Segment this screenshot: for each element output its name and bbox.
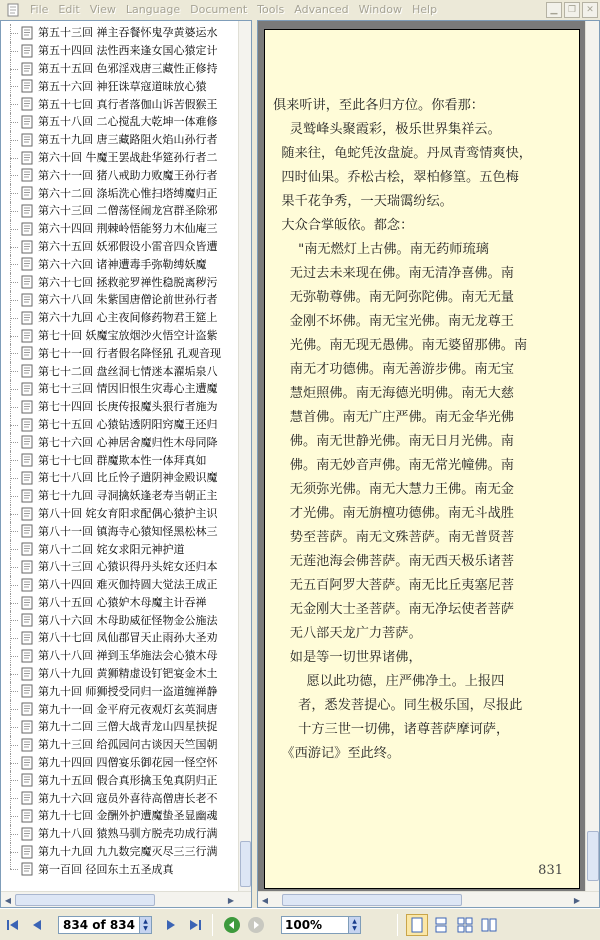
facing-view-icon[interactable] <box>454 914 476 936</box>
previous-page-icon[interactable] <box>26 914 48 936</box>
page-icon <box>20 418 34 432</box>
page-icon <box>20 400 34 414</box>
toc-item-label: 第五十六回 神狂诛草寇道昧放心猿 <box>38 79 207 93</box>
tree-branch <box>10 336 18 337</box>
page-icon <box>20 667 34 681</box>
toc-item[interactable] <box>1 416 239 434</box>
tree-branch <box>10 585 18 586</box>
toc-item-label: 第八十二回 姹女求阳元神护道 <box>38 542 185 556</box>
toc-item-label: 第五十五回 色邪淫戏唐三藏性正修持 <box>38 61 218 75</box>
toc-item[interactable] <box>1 860 239 878</box>
menu-help[interactable]: Help <box>411 3 438 16</box>
toc-item-label: 第六十八回 朱紫国唐僧论前世孙行者 <box>38 293 218 307</box>
page-icon <box>20 631 34 645</box>
toc-item[interactable] <box>1 771 239 789</box>
tree-branch <box>10 460 18 461</box>
toc-item[interactable] <box>1 344 239 362</box>
toc-item-label: 第一百回 径回东土五圣成真 <box>38 862 174 876</box>
forward-icon[interactable] <box>245 914 267 936</box>
toc-item[interactable] <box>1 789 239 807</box>
tree-line <box>10 860 11 869</box>
toc-item[interactable] <box>1 77 239 95</box>
tree-branch <box>10 51 18 52</box>
page-icon <box>20 560 34 574</box>
toc-item-label: 第七十五回 心猿钻透阴阳窍魔王还归 <box>38 417 218 431</box>
page-icon <box>20 649 34 663</box>
page-icon <box>20 453 34 467</box>
menu-advanced[interactable]: Advanced <box>294 3 349 16</box>
page-icon <box>20 862 34 876</box>
page-number: 831 <box>538 863 563 878</box>
page-icon <box>20 364 34 378</box>
menu-edit[interactable]: Edit <box>58 3 80 16</box>
page-icon <box>20 809 34 823</box>
scroll-left-arrow-icon[interactable]: ◀ <box>4 895 12 905</box>
toc-item[interactable] <box>1 611 239 629</box>
page-icon <box>20 329 34 343</box>
tree-branch <box>10 567 18 568</box>
toc-item[interactable] <box>1 505 239 523</box>
tree-branch <box>10 407 18 408</box>
tree-branch <box>10 763 18 764</box>
restore-icon[interactable]: ❐ <box>564 2 580 18</box>
toc-item-label: 第八十三回 心猿识得丹头姹女还归本 <box>38 560 218 574</box>
page-icon <box>20 507 34 521</box>
page-icon <box>20 293 34 307</box>
toolbar-separator <box>212 914 213 936</box>
tree-branch <box>10 282 18 283</box>
toc-item-label: 第六十九回 心主夜间修药物君王筵上 <box>38 311 218 325</box>
toc-item[interactable] <box>1 433 239 451</box>
tree-branch <box>10 33 18 34</box>
document-vertical-scrollbar[interactable] <box>585 21 599 891</box>
tree-branch <box>10 86 18 87</box>
tree-branch <box>10 691 18 692</box>
page-icon <box>20 151 34 165</box>
toc-item[interactable] <box>1 736 239 754</box>
toc-item[interactable] <box>1 451 239 469</box>
tree-branch <box>10 264 18 265</box>
document-view <box>257 20 600 908</box>
toc-item-label: 第八十六回 木母助威征怪物金公施法 <box>38 613 218 627</box>
tree-branch <box>10 478 18 479</box>
tree-branch <box>10 229 18 230</box>
toc-item[interactable] <box>1 60 239 78</box>
toc-item-label: 第九十四回 四僧宴乐御花园一怪空怀 <box>38 756 218 770</box>
toc-item-label: 第八十回 姹女育阳求配偶心猿护主识 <box>38 506 218 520</box>
page-icon <box>20 845 34 859</box>
toc-item[interactable] <box>1 95 239 113</box>
toc-item-label: 第七十四回 长庚传报魔头狠行者施为 <box>38 400 218 414</box>
toc-item[interactable] <box>1 149 239 167</box>
toc-item-label: 第八十五回 心猿妒木母魔主计吞禅 <box>38 595 207 609</box>
page-icon <box>20 44 34 58</box>
page-spinner-icon[interactable]: ▲ ▼ <box>139 917 151 933</box>
toc-item-label: 第九十三回 给孤园问古谈因天竺国朝 <box>38 738 218 752</box>
tree-branch <box>10 745 18 746</box>
toc-item[interactable] <box>1 540 239 558</box>
last-page-icon[interactable] <box>184 914 206 936</box>
tree-branch <box>10 709 18 710</box>
toc-item[interactable] <box>1 522 239 540</box>
toc-item-label: 第九十五回 假合真形擒玉兔真阴归正 <box>38 773 218 787</box>
tree-branch <box>10 496 18 497</box>
toc-item-label: 第六十五回 妖邪假设小雷音四众皆遭 <box>38 239 218 253</box>
tree-branch <box>10 798 18 799</box>
toc-item-label: 第八十九回 黄狮精虚设钉钯宴金木土 <box>38 667 218 681</box>
page-icon <box>20 542 34 556</box>
tree-branch <box>10 531 18 532</box>
toc-item-label: 第五十四回 法性西来逢女国心猿定计 <box>38 44 218 58</box>
toolbar-separator-2 <box>397 914 398 936</box>
toc-item-label: 第八十八回 禅到玉华施法会心猿木母 <box>38 649 218 663</box>
tree-branch <box>10 389 18 390</box>
toc-item-label: 第八十七回 凤仙郡冒天止雨孙大圣劝 <box>38 631 218 645</box>
toc-item[interactable] <box>1 576 239 594</box>
toc-item-label: 第八十一回 镇海寺心猿知怪黑松林三 <box>38 524 218 538</box>
book-text: 俱来听讲，至此各归方位。你看那： 灵鹫峰头聚霞彩，极乐世界集祥云。 随来往，龟蛇凭汝盘旋。丹凤青鸾情爽快， 四时仙果。乔松古桧，翠柏修篁。五色梅 果千花争秀，一天瑞霭纷纭。 大众合掌皈依。都念： "南无燃灯上古佛。南无药师琉璃 无过去未来现在佛。南无清净喜佛。南 无弥勒尊佛。南无阿弥陀佛。南无无量 金刚不坏佛。南无宝光佛。南无龙尊王 光佛。南无现无愚佛。南无婆留那佛。南 南无才功德佛。南无善游步佛。南无宝 慧炬照佛。南无海德光明佛。南无大慈 慧首佛。南无广庄严佛。南无金华光佛 佛。南无世静光佛。南无日月光佛。南 佛。南无妙音声佛。南无常光幢佛。南 无须弥光佛。南无大慧力王佛。南无金 才光佛。南无旃檀功德佛。南无斗战胜 势至菩萨。南无文殊菩萨。南无普贤菩 无莲池海会佛菩萨。南无西天极乐诸菩 无五百阿罗大菩萨。南无比丘夷塞尼菩 无金刚大士圣菩萨。南无净坛使者菩萨 无八部天龙广力菩萨。 如是等一切世界诸佛， 愿以此功德，庄严佛净土。上报四 者，悉发菩提心。同生极乐国，尽报此 十方三世一切佛，诸尊菩萨摩诃萨， 《西游记》至此终。 <box>273 98 532 761</box>
tree-branch <box>10 104 18 105</box>
page-icon <box>20 684 34 698</box>
toc-item[interactable] <box>1 647 239 665</box>
toc-item[interactable] <box>1 273 239 291</box>
toc-list <box>1 24 239 891</box>
menu-window[interactable]: Window <box>358 3 402 16</box>
toc-item[interactable] <box>1 220 239 238</box>
tree-branch <box>10 656 18 657</box>
zoom-dropdown-icon[interactable]: ▲ ▼ <box>348 917 360 933</box>
toc-item[interactable] <box>1 807 239 825</box>
page-icon <box>20 115 34 129</box>
page-icon <box>20 275 34 289</box>
page-icon <box>20 346 34 360</box>
page-icon <box>20 97 34 111</box>
toc-item-label: 第九十六回 寇员外喜待高僧唐长老不 <box>38 791 218 805</box>
menu-view[interactable]: View <box>89 3 116 16</box>
toc-item[interactable] <box>1 398 239 416</box>
page-number-field[interactable] <box>58 916 152 934</box>
page-icon <box>20 382 34 396</box>
toc-item-label: 第六十七回 拯救驼罗禅性稳脱离秽污 <box>38 275 218 289</box>
toc-item[interactable] <box>1 24 239 42</box>
toc-item[interactable] <box>1 594 239 612</box>
toc-item-label: 第七十二回 盘丝洞七情迷本濯垢泉八 <box>38 364 218 378</box>
page-field-value: 834 of 834 <box>63 917 135 932</box>
page-icon <box>20 738 34 752</box>
page-icon <box>20 827 34 841</box>
toc-item[interactable] <box>1 700 239 718</box>
page-icon <box>20 311 34 325</box>
toc-item[interactable] <box>1 380 239 398</box>
app-icon <box>5 2 21 18</box>
toc-item-label: 第七十八回 比丘怜子遣阴神金殿识魔 <box>38 471 218 485</box>
toc-item[interactable] <box>1 629 239 647</box>
toc-panel <box>0 20 252 908</box>
tree-branch <box>10 371 18 372</box>
next-page-icon[interactable] <box>160 914 182 936</box>
toc-item[interactable] <box>1 202 239 220</box>
toc-item-label: 第六十六回 诸神遭毒手弥勒缚妖魔 <box>38 257 207 271</box>
toc-item-label: 第五十七回 真行者落伽山诉苦假猴王 <box>38 97 218 111</box>
tree-branch <box>10 869 18 870</box>
page-icon <box>20 26 34 40</box>
toc-item[interactable] <box>1 825 239 843</box>
toc-item-label: 第九十回 师狮授受同归一盗道缠禅静 <box>38 684 218 698</box>
toc-item[interactable] <box>1 327 239 345</box>
tree-branch <box>10 300 18 301</box>
toc-item-label: 第七十六回 心神居舍魔归性木母同降 <box>38 435 218 449</box>
toc-item-label: 第七十三回 情因旧恨生灾毒心主遭魔 <box>38 382 218 396</box>
toc-item[interactable] <box>1 184 239 202</box>
toc-item[interactable] <box>1 42 239 60</box>
tree-branch <box>10 140 18 141</box>
toc-item-label: 第九十二回 三僧大战青龙山四星挟捉 <box>38 720 218 734</box>
toc-item-label: 第六十一回 猪八戒助力败魔王孙行者 <box>38 168 218 182</box>
menubar <box>0 0 600 20</box>
doc-hscroll-thumb[interactable] <box>282 894 462 906</box>
page-icon <box>20 524 34 538</box>
toc-item-label: 第五十九回 唐三藏路阻火焰山孙行者 <box>38 133 218 147</box>
page-icon <box>20 791 34 805</box>
zoom-field[interactable] <box>281 916 361 934</box>
tree-branch <box>10 247 18 248</box>
page-icon <box>20 756 34 770</box>
toc-item[interactable] <box>1 754 239 772</box>
tree-branch <box>10 816 18 817</box>
tree-branch <box>10 852 18 853</box>
toc-item-label: 第九十一回 金平府元夜观灯玄英洞唐 <box>38 702 218 716</box>
toc-scroll-thumb[interactable] <box>240 841 251 887</box>
tree-branch <box>10 780 18 781</box>
toc-item-label: 第七十回 妖魔宝放烟沙火悟空计盗紫 <box>38 328 218 342</box>
toc-item-label: 第七十一回 行者假名降怪犼 孔观音现 <box>38 346 221 360</box>
toc-item-label: 第六十四回 荆棘岭悟能努力木仙庵三 <box>38 222 218 236</box>
toc-item-label: 第九十八回 猿熟马驯方脱壳功成行满 <box>38 827 218 841</box>
doc-scroll-right-arrow-icon[interactable]: ▶ <box>573 895 581 905</box>
page-icon <box>20 204 34 218</box>
toc-item-label: 第五十八回 二心搅乱大乾坤一体难修 <box>38 115 218 129</box>
tree-branch <box>10 425 18 426</box>
single-page-view-icon[interactable] <box>406 914 428 936</box>
page-icon <box>20 62 34 76</box>
toc-item[interactable] <box>1 469 239 487</box>
toc-hscroll-thumb[interactable] <box>15 894 155 906</box>
toc-item-label: 第八十四回 难灭伽持圆大觉法王成正 <box>38 578 218 592</box>
close-icon[interactable]: ✕ <box>582 2 598 18</box>
zoom-field-value: 100% <box>285 917 323 932</box>
continuous-view-icon[interactable] <box>430 914 452 936</box>
tree-branch <box>10 211 18 212</box>
menu-tools[interactable]: Tools <box>257 3 285 16</box>
toc-item[interactable] <box>1 682 239 700</box>
toc-item[interactable] <box>1 665 239 683</box>
tree-branch <box>10 638 18 639</box>
toc-item-label: 第六十三回 二僧荡怪闹龙宫群圣除邪 <box>38 204 218 218</box>
page-icon <box>20 186 34 200</box>
doc-scroll-left-arrow-icon[interactable]: ◀ <box>261 895 269 905</box>
toc-item-label: 第九十七回 金酬外护遭魔蛰圣显幽魂 <box>38 809 218 823</box>
menu-language[interactable]: Language <box>125 3 181 16</box>
toc-item[interactable] <box>1 487 239 505</box>
page-icon <box>20 222 34 236</box>
toc-horizontal-scrollbar[interactable] <box>1 891 251 907</box>
book-view-icon[interactable] <box>478 914 500 936</box>
toc-item-label: 第六十回 牛魔王罢战赴华筵孙行者二 <box>38 150 218 164</box>
toc-item[interactable] <box>1 843 239 861</box>
tree-branch <box>10 603 18 604</box>
toc-item[interactable] <box>1 558 239 576</box>
tree-branch <box>10 514 18 515</box>
back-icon[interactable] <box>221 914 243 936</box>
tree-branch <box>10 834 18 835</box>
toc-item[interactable] <box>1 309 239 327</box>
page-icon <box>20 471 34 485</box>
page-icon <box>20 702 34 716</box>
tree-branch <box>10 318 18 319</box>
page-icon <box>20 133 34 147</box>
menu-document[interactable]: Document <box>190 3 248 16</box>
document-scroll-thumb[interactable] <box>587 831 599 881</box>
first-page-icon[interactable] <box>2 914 24 936</box>
toc-item[interactable] <box>1 238 239 256</box>
page-icon <box>20 578 34 592</box>
toc-item-label: 第五十三回 禅主吞餐怀鬼孕黄婆运水 <box>38 26 218 40</box>
toc-item[interactable] <box>1 166 239 184</box>
page-icon <box>20 720 34 734</box>
page-icon <box>20 613 34 627</box>
page-icon <box>20 168 34 182</box>
toc-item-label: 第九十九回 九九数完魔灭尽三三行满 <box>38 845 218 859</box>
toc-item-label: 第六十二回 涤垢洗心惟扫塔缚魔归正 <box>38 186 218 200</box>
tree-branch <box>10 193 18 194</box>
tree-branch <box>10 69 18 70</box>
toc-item[interactable] <box>1 362 239 380</box>
tree-branch <box>10 674 18 675</box>
page-icon <box>20 489 34 503</box>
book-page <box>264 29 580 889</box>
toc-item-label: 第七十七回 群魔欺本性一体拜真如 <box>38 453 207 467</box>
window-controls <box>546 2 598 18</box>
tree-branch <box>10 122 18 123</box>
scroll-right-arrow-icon[interactable]: ▶ <box>227 895 235 905</box>
page-icon <box>20 596 34 610</box>
toc-item[interactable] <box>1 291 239 309</box>
menu-file[interactable]: File <box>30 3 49 16</box>
page-icon <box>20 773 34 787</box>
toc-vertical-scrollbar[interactable] <box>238 21 251 891</box>
tree-branch <box>10 175 18 176</box>
toc-item[interactable] <box>1 255 239 273</box>
minimize-icon[interactable]: ▁ <box>546 2 562 18</box>
tree-branch <box>10 158 18 159</box>
tree-branch <box>10 353 18 354</box>
toc-item[interactable] <box>1 131 239 149</box>
document-horizontal-scrollbar[interactable] <box>258 891 599 907</box>
page-icon <box>20 435 34 449</box>
page-icon <box>20 240 34 254</box>
tree-branch <box>10 442 18 443</box>
tree-branch <box>10 549 18 550</box>
toc-item[interactable] <box>1 718 239 736</box>
toc-item-label: 第七十九回 寻洞擒妖逢老寿当朝正主 <box>38 489 218 503</box>
tree-branch <box>10 727 18 728</box>
page-icon <box>20 79 34 93</box>
page-icon <box>20 257 34 271</box>
toc-item[interactable] <box>1 113 239 131</box>
tree-branch <box>10 620 18 621</box>
navigation-toolbar <box>0 908 600 940</box>
